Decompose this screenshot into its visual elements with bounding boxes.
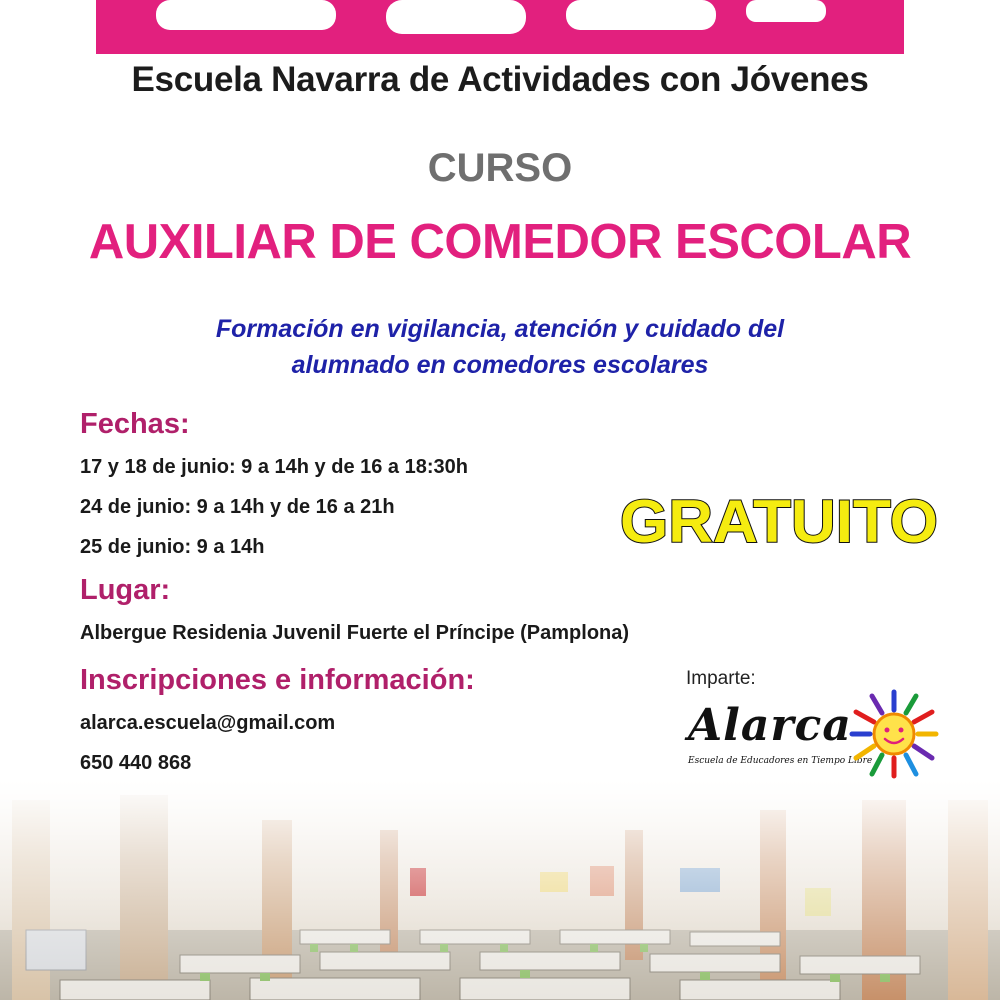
contact-phone: 650 440 868 bbox=[80, 752, 192, 774]
provider-logo bbox=[686, 696, 873, 776]
contact-label: Inscripciones e información: bbox=[80, 664, 475, 696]
organization-name: Escuela Navarra de Actividades con Jóvenes bbox=[131, 60, 869, 99]
sun-icon bbox=[848, 688, 940, 780]
dates-label: Fechas: bbox=[80, 408, 190, 440]
date-line: 24 de junio: 9 a 14h y de 16 a 21h bbox=[80, 496, 395, 518]
logo-letters bbox=[96, 0, 904, 54]
canteen-photo bbox=[0, 780, 1000, 1000]
course-title: AUXILIAR DE COMEDOR ESCOLAR bbox=[88, 215, 912, 269]
subtitle-line-2: alumnado en comedores escolares bbox=[291, 351, 709, 379]
provider-label: Imparte: bbox=[686, 668, 756, 689]
place-value: Albergue Residenia Juvenil Fuerte el Príncipe (Pamplona) bbox=[80, 622, 630, 644]
place-label: Lugar: bbox=[80, 574, 171, 606]
provider-tagline: Escuela de Educadores en Tiempo Libre bbox=[688, 756, 873, 766]
logo-banner bbox=[96, 0, 904, 54]
date-line: 25 de junio: 9 a 14h bbox=[80, 536, 265, 558]
date-line: 17 y 18 de junio: 9 a 14h y de 16 a 18:30h bbox=[80, 456, 468, 478]
subtitle-line-1: Formación en vigilancia, atención y cuidado del bbox=[215, 315, 785, 343]
course-subtitle bbox=[0, 311, 1000, 383]
course-kicker: CURSO bbox=[427, 146, 573, 190]
free-badge bbox=[616, 486, 946, 556]
contact-email: alarca.escuela@gmail.com bbox=[80, 712, 336, 734]
free-badge-text: GRATUITO bbox=[620, 488, 938, 555]
provider-name: Alarca bbox=[688, 700, 852, 751]
